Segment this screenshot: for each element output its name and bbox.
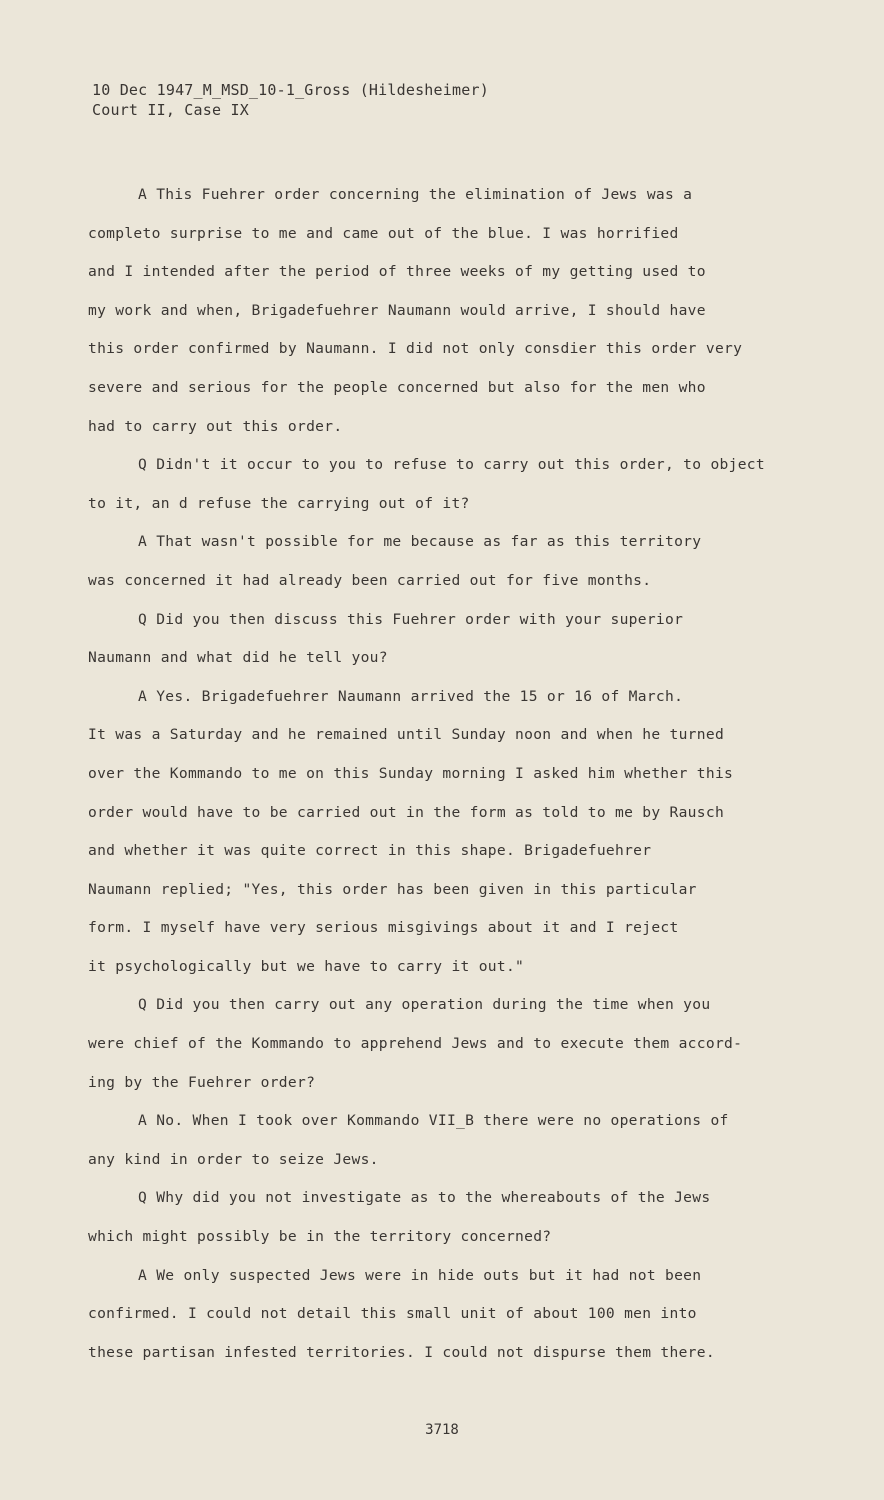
speaker-label: Q (138, 610, 148, 628)
speaker-label: Q (138, 1189, 148, 1207)
paragraph-text: Did you then carry out any operation during the time when you were chief of the Kommando to apprehend Jews and to execute them accord- ing by the Fuehrer order? (88, 996, 743, 1091)
paragraph-text: Why did you not investigate as to the whereabouts of the Jews which might possibly be in the territory concerned? (88, 1189, 711, 1246)
testimony-paragraph (88, 986, 828, 1102)
paragraph-text: We only suspected Jews were in hide outs but it had not been confirmed. I could not detail this small unit of about 100 men into these partisan infested territories. I could not dispurse them there. (88, 1266, 715, 1361)
page-number: 3718 (425, 1422, 459, 1438)
testimony-paragraph (88, 1102, 828, 1179)
speaker-label: Q (138, 996, 148, 1014)
header-line-date-case: 10 Dec 1947_M_MSD_10-1_Gross (Hildesheimer) (92, 81, 489, 99)
speaker-label: A (138, 533, 148, 551)
speaker-label: A (138, 1266, 148, 1284)
testimony-paragraph (88, 446, 828, 523)
paragraph-text: This Fuehrer order concerning the elimination of Jews was a completo surprise to me and came out of the blue. I was horrified and I intended after the period of three weeks of my getting used to my work and when, Brigadefuehrer Naumann would arrive, I should have this order confirmed by Naumann. I did not only consdier this order very severe and serious for the people concerned but also for the men who had to carry out this order. (88, 186, 743, 435)
testimony-paragraph (88, 678, 828, 987)
speaker-label: A (138, 1112, 148, 1130)
paragraph-text: That wasn't possible for me because as far as this territory was concerned it had already been carried out for five months. (88, 533, 702, 589)
testimony-body (88, 176, 828, 1372)
testimony-paragraph (88, 1179, 828, 1256)
testimony-paragraph (88, 523, 828, 600)
document-header (92, 80, 489, 120)
testimony-paragraph (88, 1257, 828, 1373)
testimony-paragraph (88, 176, 828, 446)
paragraph-text: Did you then discuss this Fuehrer order with your superior Naumann and what did he tell you? (88, 610, 684, 667)
speaker-label: Q (138, 456, 148, 474)
paragraph-text: Didn't it occur to you to refuse to carry out this order, to object to it, an d refuse the carrying out of it? (88, 456, 765, 512)
testimony-paragraph (88, 601, 828, 678)
paragraph-text: No. When I took over Kommando VII_B there were no operations of any kind in order to seize Jews. (88, 1112, 729, 1168)
speaker-label: A (138, 186, 148, 203)
speaker-label: A (138, 687, 148, 705)
paragraph-text: Yes. Brigadefuehrer Naumann arrived the 15 or 16 of March. It was a Saturday and he remained until Sunday noon and when he turned over the Kommando to me on this Sunday morning I asked him whether this order would have to be carried out in the form as told to me by Rausch and whether it was quite correct in this shape. Brigadefuehrer Naumann replied; "Yes, this order has been given in this particular form. I myself have very serious misgivings about it and I reject it psychologically but we have to carry it out." (88, 687, 734, 975)
header-line-court: Court II, Case IX (92, 101, 249, 119)
